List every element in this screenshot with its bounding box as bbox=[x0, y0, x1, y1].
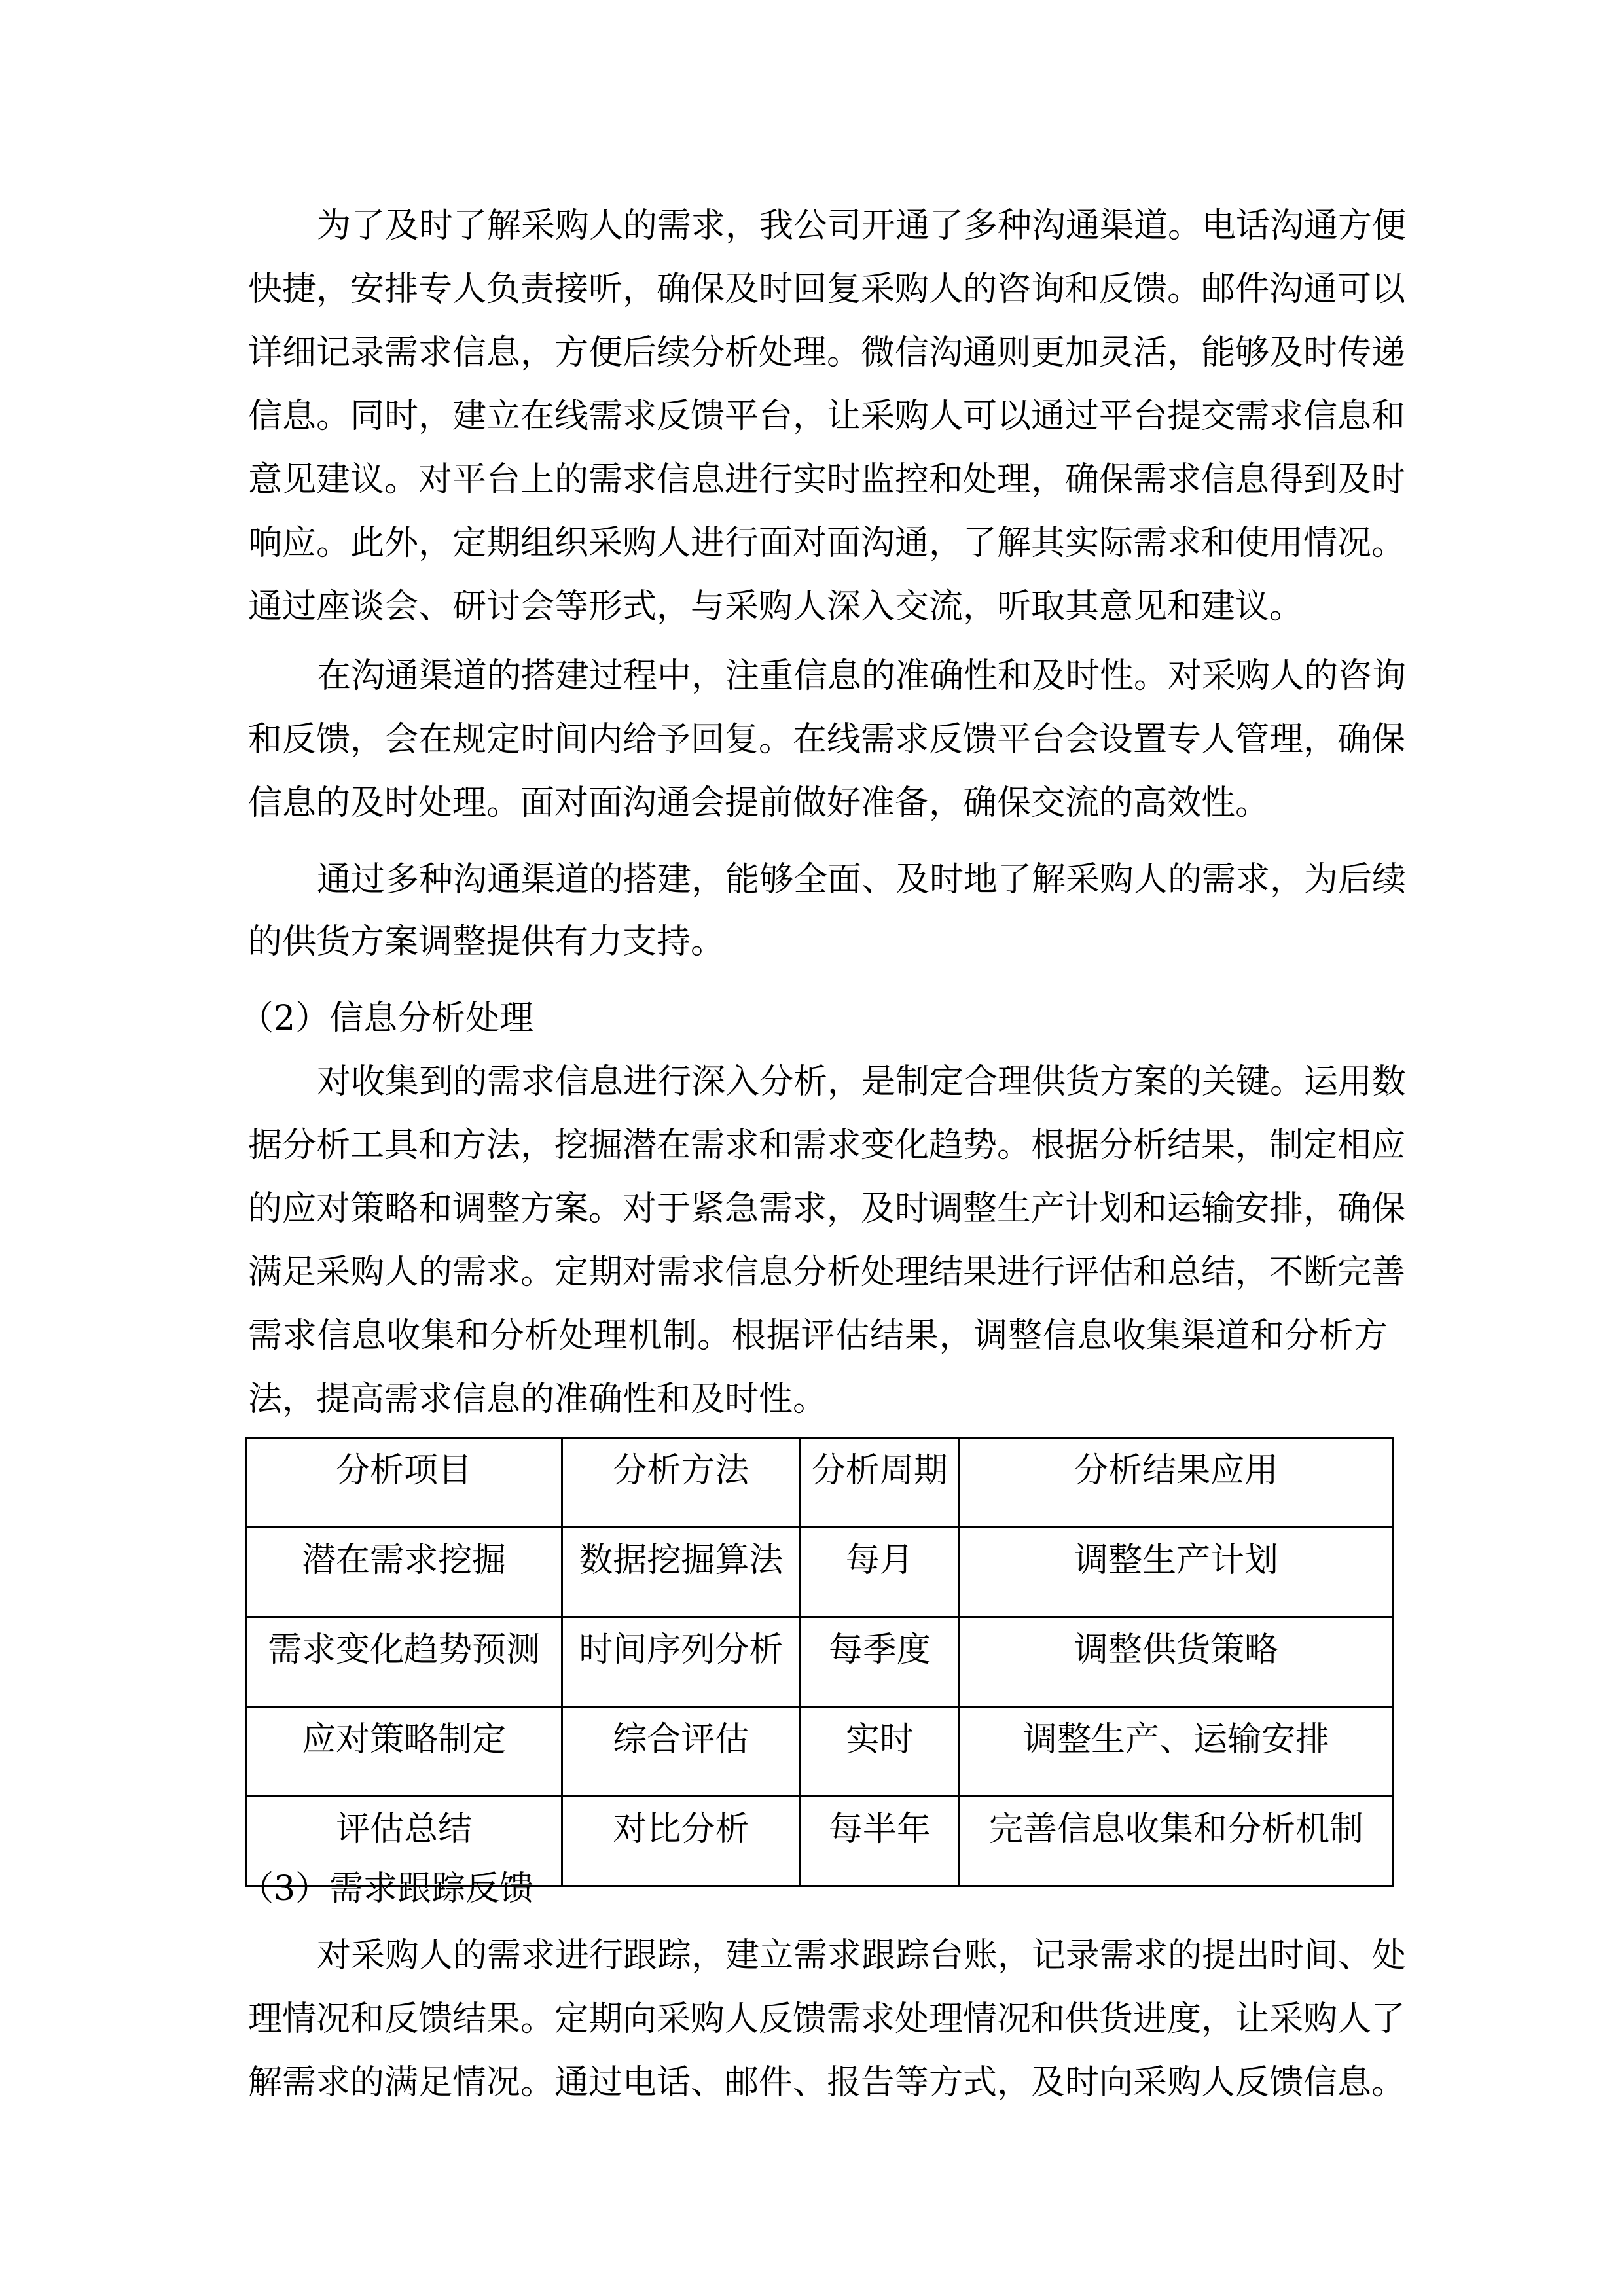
table-header-row bbox=[246, 1438, 1394, 1528]
table-cell: 评估总结 bbox=[246, 1797, 562, 1886]
table-cell: 调整生产计划 bbox=[960, 1528, 1394, 1617]
paragraph-line: 快捷，安排专人负责接听，确保及时回复采购人的咨询和反馈。邮件沟通可以 bbox=[248, 270, 1406, 309]
paragraph-line: 的应对策略和调整方案。对于紧急需求，及时调整生产计划和运输安排，确保 bbox=[248, 1189, 1406, 1229]
table-row bbox=[246, 1617, 1394, 1707]
paragraph-line: 对采购人的需求进行跟踪，建立需求跟踪台账，记录需求的提出时间、处 bbox=[317, 1936, 1407, 1975]
paragraph-line: 据分析工具和方法，挖掘潜在需求和需求变化趋势。根据分析结果，制定相应 bbox=[248, 1126, 1406, 1165]
paragraph-line: 满足采购人的需求。定期对需求信息分析处理结果进行评估和总结，不断完善 bbox=[248, 1253, 1406, 1292]
paragraph-line: 对收集到的需求信息进行深入分析，是制定合理供货方案的关键。运用数 bbox=[317, 1062, 1407, 1102]
paragraph-line: 的供货方案调整提供有力支持。 bbox=[248, 922, 725, 961]
table-cell: 时间序列分析 bbox=[562, 1617, 800, 1707]
analysis-table bbox=[245, 1437, 1394, 1887]
table-cell: 每月 bbox=[800, 1528, 960, 1617]
paragraph-line: 为了及时了解采购人的需求，我公司开通了多种沟通渠道。电话沟通方便 bbox=[317, 206, 1407, 245]
table-header-cell: 分析周期 bbox=[800, 1438, 960, 1528]
paragraph-line: 详细记录需求信息，方便后续分析处理。微信沟通则更加灵活，能够及时传递 bbox=[248, 333, 1406, 372]
section-heading: （3）需求跟踪反馈 bbox=[240, 1869, 534, 1909]
section-heading: （2）信息分析处理 bbox=[240, 999, 534, 1038]
table-cell: 每季度 bbox=[800, 1617, 960, 1707]
paragraph-line: 法，提高需求信息的准确性和及时性。 bbox=[248, 1380, 827, 1419]
table-header-cell: 分析结果应用 bbox=[960, 1438, 1394, 1528]
paragraph-line: 通过多种沟通渠道的搭建，能够全面、及时地了解采购人的需求，为后续 bbox=[317, 860, 1407, 899]
paragraph-line: 和反馈，会在规定时间内给予回复。在线需求反馈平台会设置专人管理，确保 bbox=[248, 720, 1406, 759]
table-cell: 完善信息收集和分析机制 bbox=[960, 1797, 1394, 1886]
paragraph-line: 意见建议。对平台上的需求信息进行实时监控和处理，确保需求信息得到及时 bbox=[248, 460, 1406, 499]
table-row bbox=[246, 1707, 1394, 1797]
table-cell: 实时 bbox=[800, 1707, 960, 1797]
table-header-cell: 分析方法 bbox=[562, 1438, 800, 1528]
table-row bbox=[246, 1797, 1394, 1886]
table-cell: 调整供货策略 bbox=[960, 1617, 1394, 1707]
table-cell: 需求变化趋势预测 bbox=[246, 1617, 562, 1707]
table-cell: 调整生产、运输安排 bbox=[960, 1707, 1394, 1797]
table-cell: 数据挖掘算法 bbox=[562, 1528, 800, 1617]
table-cell: 对比分析 bbox=[562, 1797, 800, 1886]
paragraph-line: 信息的及时处理。面对面沟通会提前做好准备，确保交流的高效性。 bbox=[248, 783, 1270, 823]
paragraph-line: 响应。此外，定期组织采购人进行面对面沟通，了解其实际需求和使用情况。 bbox=[248, 524, 1406, 563]
table-cell: 应对策略制定 bbox=[246, 1707, 562, 1797]
paragraph-line: 需求信息收集和分析处理机制。根据评估结果，调整信息收集渠道和分析方 bbox=[248, 1316, 1388, 1355]
table-cell: 每半年 bbox=[800, 1797, 960, 1886]
paragraph-line: 通过座谈会、研讨会等形式，与采购人深入交流，听取其意见和建议。 bbox=[248, 587, 1304, 626]
paragraph-line: 在沟通渠道的搭建过程中，注重信息的准确性和及时性。对采购人的咨询 bbox=[317, 656, 1407, 696]
paragraph-line: 解需求的满足情况。通过电话、邮件、报告等方式，及时向采购人反馈信息。 bbox=[248, 2063, 1406, 2102]
paragraph-line: 理情况和反馈结果。定期向采购人反馈需求处理情况和供货进度，让采购人了 bbox=[248, 2000, 1406, 2039]
table-header-cell: 分析项目 bbox=[246, 1438, 562, 1528]
paragraph-line: 信息。同时，建立在线需求反馈平台，让采购人可以通过平台提交需求信息和 bbox=[248, 397, 1406, 436]
table-cell: 综合评估 bbox=[562, 1707, 800, 1797]
table-row bbox=[246, 1528, 1394, 1617]
table-cell: 潜在需求挖掘 bbox=[246, 1528, 562, 1617]
